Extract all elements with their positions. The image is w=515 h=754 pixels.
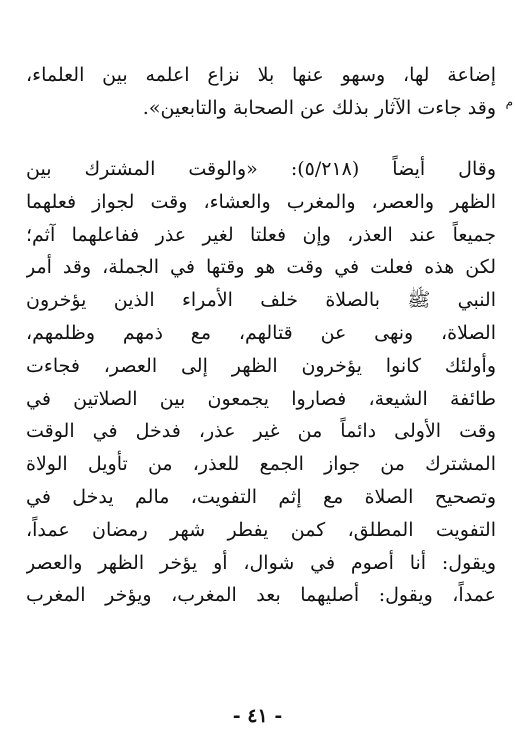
text-line: وقت الأولى دائماً من غير عذر، فدخل في الوقت	[26, 420, 496, 443]
text-line: إضاعة لها، وسهو عنها بلا نزاع اعلمه بين العلماء،	[26, 64, 496, 86]
text-line: وقد جاءت الآثار بذلك عن الصحابة والتابعين».	[142, 96, 496, 119]
text-line: وقال أيضاً (٥/٢١٨): «والوقت المشترك بين	[26, 158, 496, 180]
paragraph-2	[26, 153, 496, 612]
text-line: النبي ﷺ بالصلاة خلف الأمراء الذين يؤخرون	[26, 289, 496, 312]
paragraph-1	[26, 59, 496, 125]
text-line: الصلاة، ونهى عن قتالهم، مع ذمهم وظلمهم،	[26, 321, 496, 344]
margin-mark: م	[505, 95, 513, 109]
text-line: وتصحيح الصلاة مع إثم التفويت، مالم يدخل في	[26, 485, 496, 508]
text-line: التفويت المطلق، كمن يفطر شهر رمضان عمداً،	[26, 518, 496, 541]
text-line: طائفة الشيعة، فصاروا يجمعون بين الصلاتين في	[26, 387, 496, 410]
text-line: ويقول: أنا أصوم في شوال، أو يؤخر الظهر والعصر	[26, 551, 496, 574]
text-line: الظهر والعصر، والمغرب والعشاء، وقت لجواز فعلهما	[26, 190, 496, 213]
text-line: المشترك من جواز الجمع للعذر، من تأويل الولاة	[26, 453, 496, 476]
text-line: عمداً، ويقول: أصليهما بعد المغرب، ويؤخر المغرب	[26, 584, 496, 607]
text-line: لكن هذه فعلت في وقت هو وقتها في الجملة، وقد أمر	[26, 256, 496, 279]
page-number: - ٤١ -	[232, 705, 283, 727]
text-line: وأولئك كانوا يؤخرون الظهر إلى العصر، فجاءت	[26, 354, 496, 377]
text-line: جميعاً عند العذر، وإن فعلتا لغير عذر ففاعلهما آثم؛	[26, 223, 496, 246]
